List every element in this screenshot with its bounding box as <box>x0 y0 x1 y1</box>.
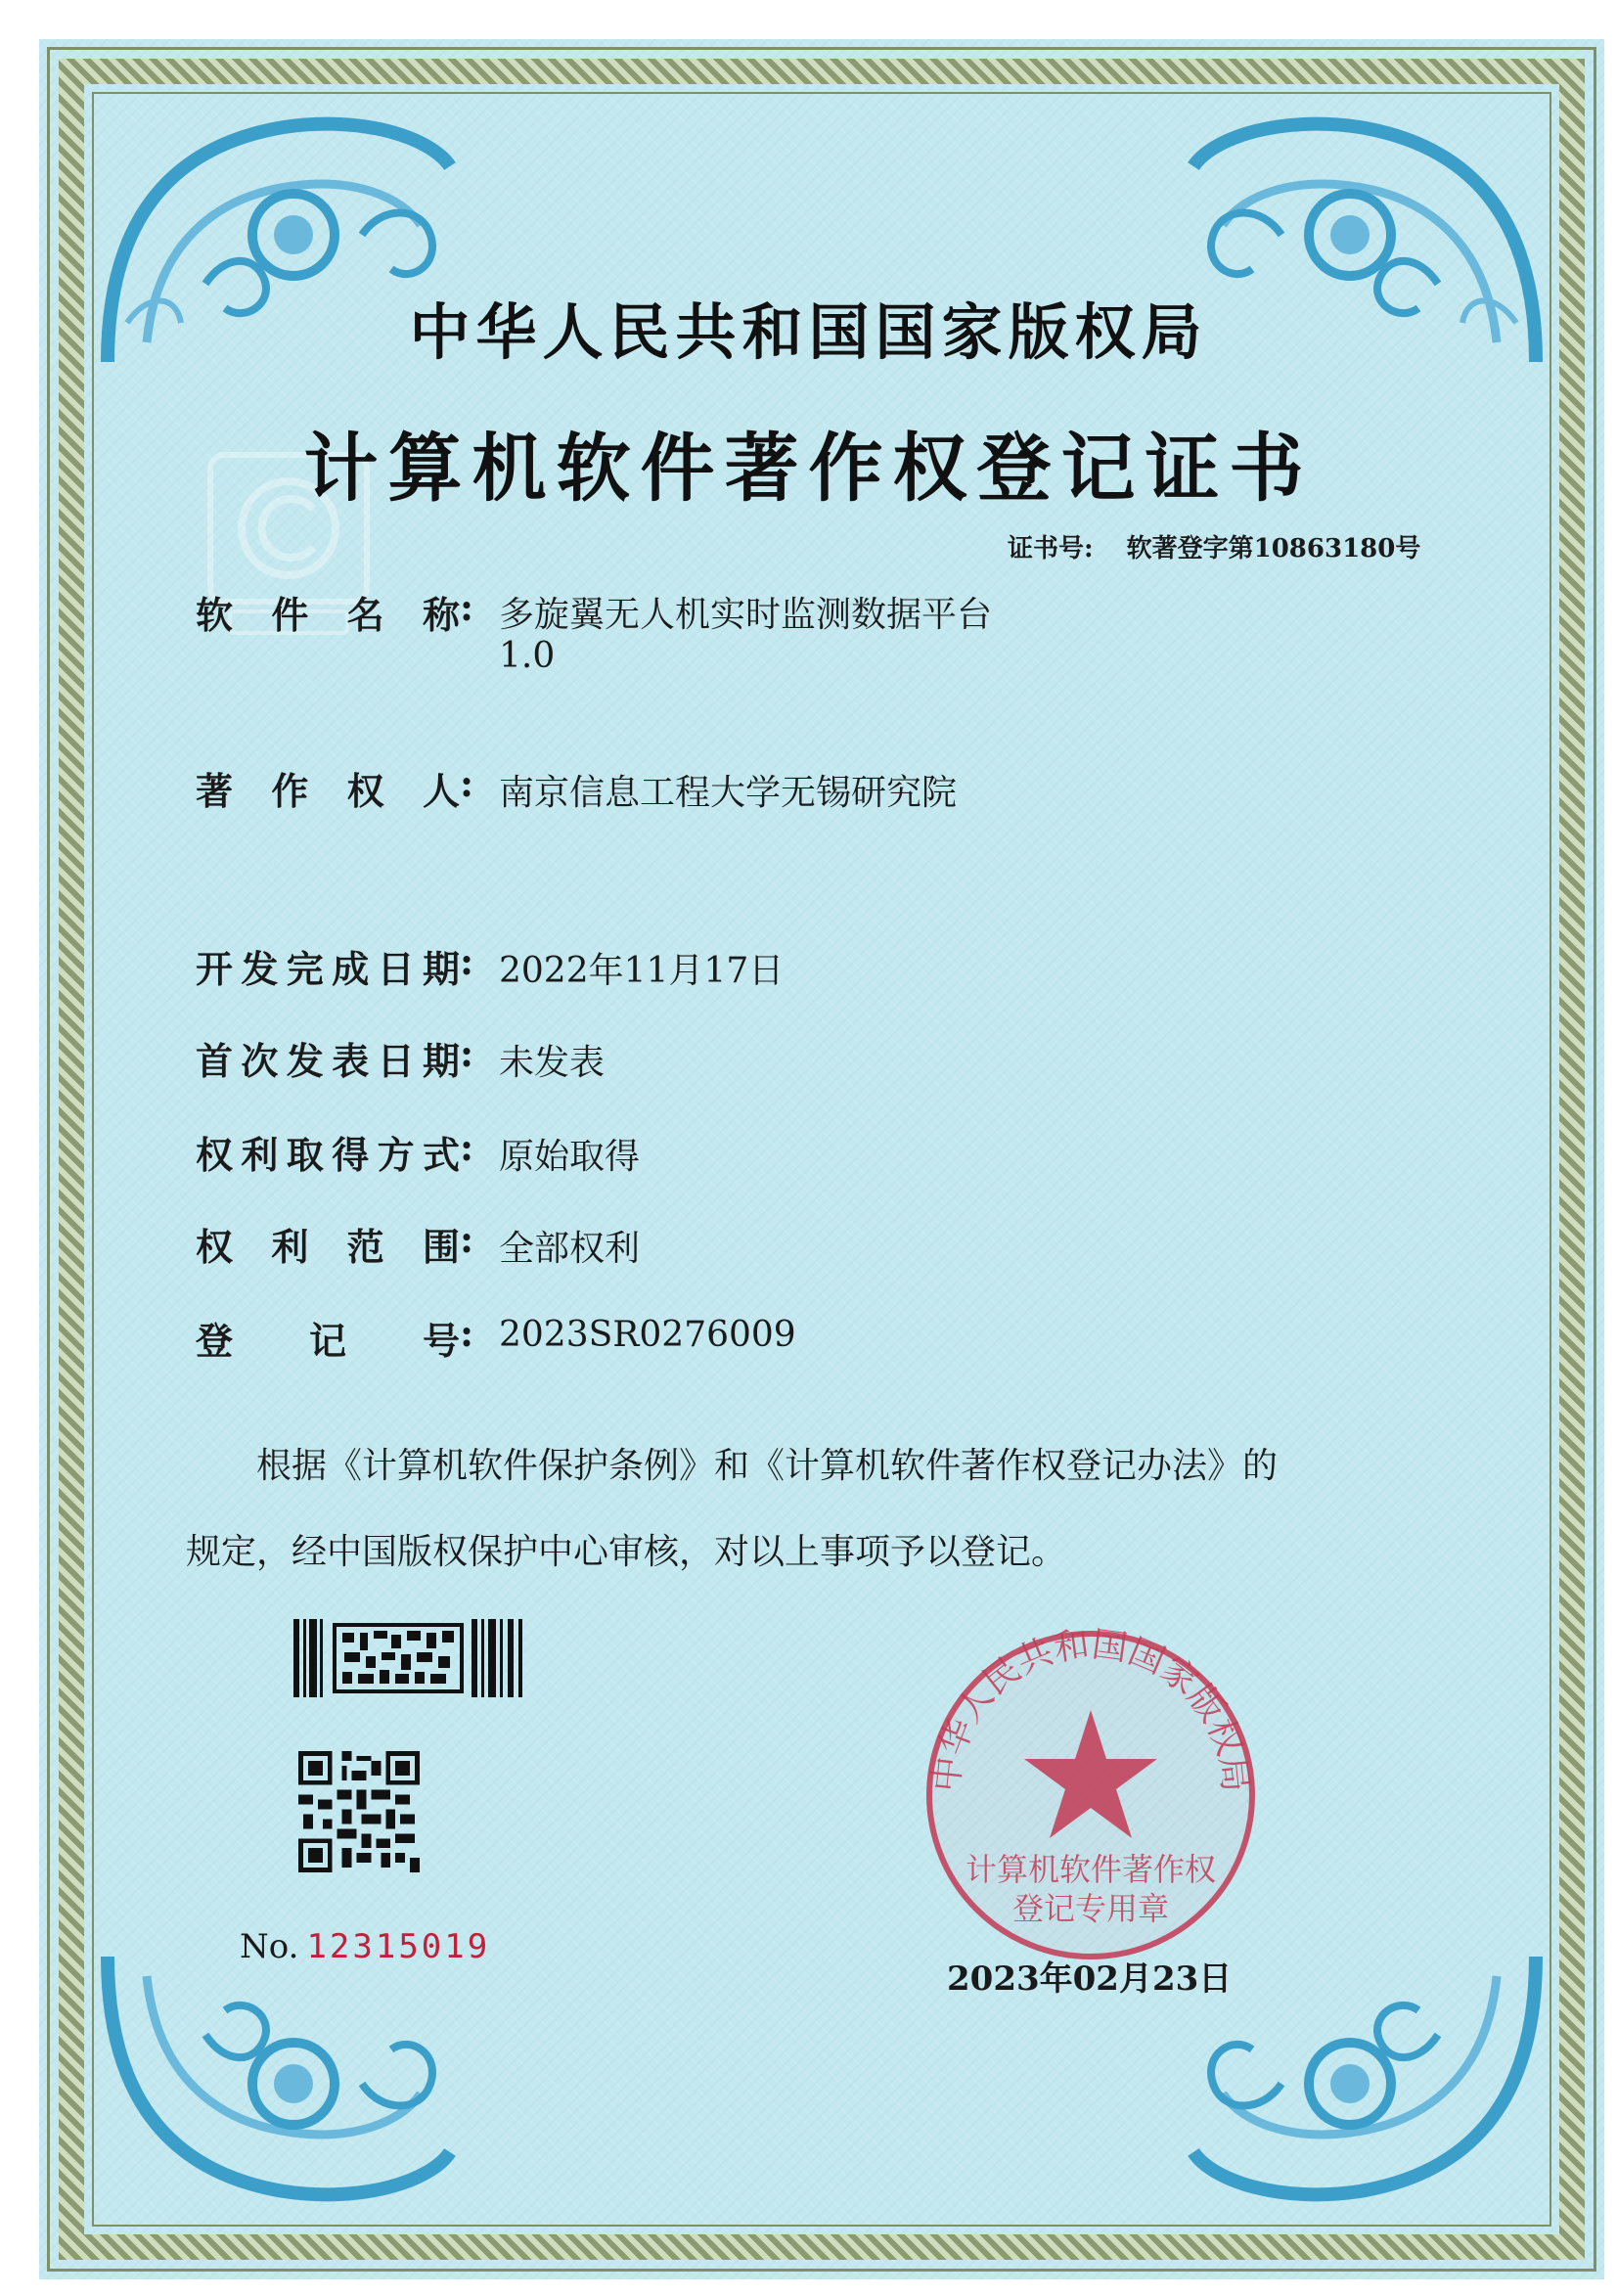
software-name-label: 软件名称 <box>196 593 460 637</box>
acquisition-method-colon: : <box>460 1125 474 1169</box>
registration-number-colon: : <box>460 1311 474 1355</box>
software-name-value: 多旋翼无人机实时监测数据平台 <box>499 595 993 635</box>
seal-line-2: 登记专用章 <box>1011 1890 1170 1927</box>
acquisition-method-value: 原始取得 <box>499 1137 641 1177</box>
copyright-owner-label: 著作权人 <box>196 769 460 813</box>
certificate-number <box>1008 528 1420 564</box>
seal-line-1: 计算机软件著作权 <box>965 1851 1217 1888</box>
qr-code <box>298 1751 420 1872</box>
issue-date: 2023年02月23日 <box>947 1959 1233 1999</box>
statement-line-2: 规定，经中国版权保护中心审核，对以上事项予以登记。 <box>186 1532 1067 1572</box>
registration-number-label: 登记号 <box>196 1319 460 1363</box>
certificate-title: 计算机软件著作权登记证书 <box>303 425 1314 512</box>
certificate-number-value: 软著登字第10863180号 <box>1126 534 1421 563</box>
issuer-title: 中华人民共和国国家版权局 <box>409 296 1208 368</box>
barcode <box>293 1619 528 1697</box>
completion-date-label: 开发完成日期 <box>196 947 460 991</box>
statement-line-1-text: 根据《计算机软件保护条例》和《计算机软件著作权登记办法》的 <box>256 1446 1279 1486</box>
rights-scope-colon: : <box>460 1217 474 1261</box>
seal-arc-text: 中华人民共和国国家版权局 <box>926 1624 1255 1794</box>
serial-label: No. <box>240 1927 299 1966</box>
copyright-owner-colon: : <box>460 761 474 805</box>
completion-date-colon: : <box>460 939 474 983</box>
software-name-colon: : <box>460 585 474 629</box>
statement-line-1 <box>186 1423 1418 1509</box>
software-version-value: 1.0 <box>499 636 556 676</box>
copyright-owner-value: 南京信息工程大学无锡研究院 <box>499 773 958 813</box>
corner-ornament-bottom-right <box>1184 1937 1555 2230</box>
certificate-number-label: 证书号: <box>1008 534 1094 563</box>
first-publication-label: 首次发表日期 <box>196 1039 460 1083</box>
completion-date-value: 2022年11月17日 <box>499 951 785 991</box>
official-seal <box>920 1624 1262 1966</box>
certificate-serial <box>240 1927 490 1966</box>
serial-number: 12315019 <box>306 1927 491 1966</box>
first-publication-value: 未发表 <box>499 1043 606 1083</box>
rights-scope-value: 全部权利 <box>499 1229 641 1269</box>
corner-ornament-bottom-left <box>88 1937 460 2230</box>
statement-paragraph <box>186 1423 1418 1596</box>
first-publication-colon: : <box>460 1031 474 1075</box>
acquisition-method-label: 权利取得方式 <box>196 1133 460 1177</box>
rights-scope-label: 权利范围 <box>196 1225 460 1269</box>
registration-number-value: 2023SR0276009 <box>499 1315 796 1355</box>
